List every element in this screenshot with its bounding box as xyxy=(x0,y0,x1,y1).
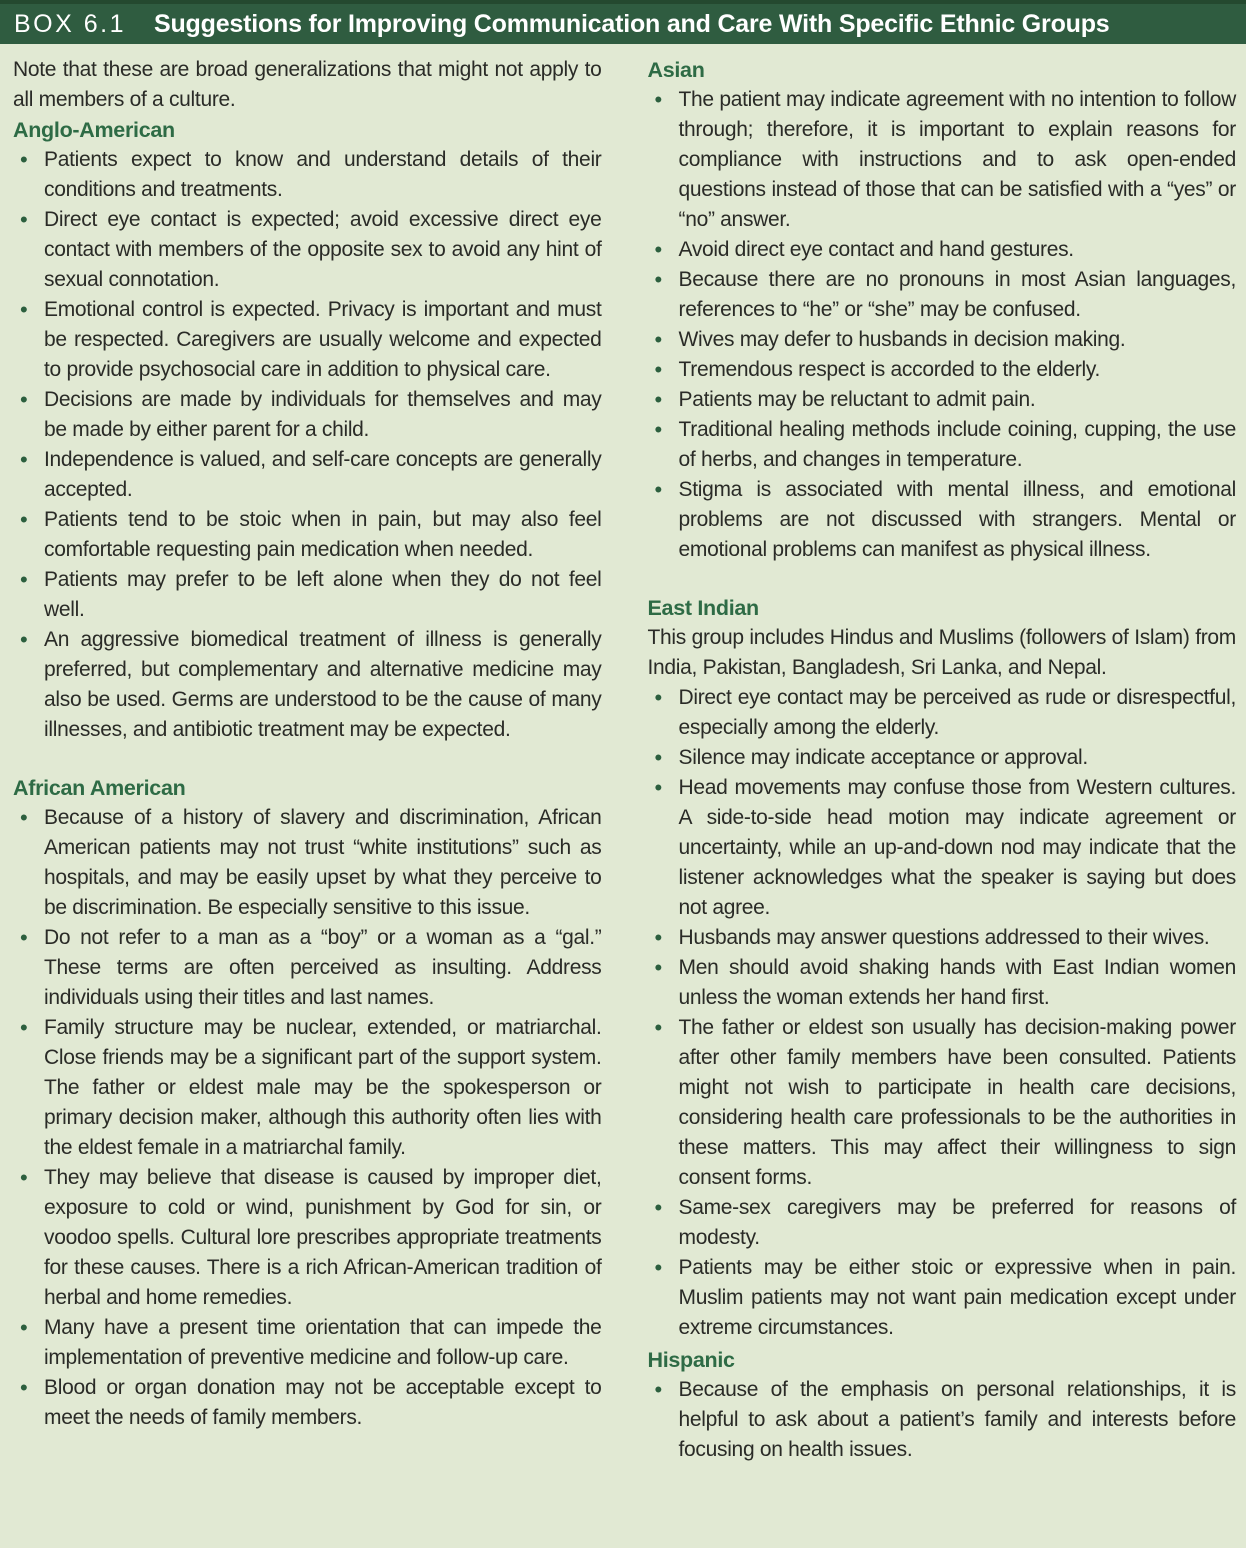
bullet-item: • Traditional healing methods include coining, cupping, the use of herbs, and changes in temperature. xyxy=(648,415,1237,475)
bullet-item: • Husbands may answer questions addressed to their wives. xyxy=(648,923,1237,953)
section-heading-asian: Asian xyxy=(647,58,705,82)
bullet-list-hispanic xyxy=(648,1375,1237,1465)
bullet-item: • Wives may defer to husbands in decision making. xyxy=(648,325,1237,355)
bullet-item: • Patients tend to be stoic when in pain, but may also feel comfortable requesting pain medication when needed. xyxy=(13,505,602,565)
bullet-item: • Direct eye contact is expected; avoid excessive direct eye contact with members of the opposite sex to avoid any hint of sexual connotation. xyxy=(13,205,602,295)
box-number-label: BOX 6.1 xyxy=(14,9,126,38)
bullet-item: • Tremendous respect is accorded to the elderly. xyxy=(648,355,1237,385)
section-asian xyxy=(648,55,1237,565)
section-lead-east-indian: This group includes Hindus and Muslims (followers of Islam) from India, Pakistan, Bangladesh, Sri Lanka, and Nepal. xyxy=(647,626,1236,679)
box-content xyxy=(0,44,1246,1465)
bullet-item: • Head movements may confuse those from Western cultures. A side-to-side head motion may indicate agreement or uncertainty, while an up-and-down nod may indicate that the listener acknowledges what the speaker is saying but does not agree. xyxy=(648,773,1237,923)
bullet-item: • Because of the emphasis on personal relationships, it is helpful to ask about a patient’s family and interests before focusing on health issues. xyxy=(648,1375,1237,1465)
section-anglo-american xyxy=(13,115,602,745)
bullet-list-asian xyxy=(648,85,1237,565)
bullet-item: • The father or eldest son usually has decision-making power after other family members have been consulted. Patients might not wish to participate in health care decisions, considering health care professionals to be the authorities in these matters. This may affect their willingness to sign consent forms. xyxy=(648,1013,1237,1193)
bullet-list-anglo-american xyxy=(13,145,602,745)
section-african-american xyxy=(13,773,602,1433)
bullet-item: • Blood or organ donation may not be acceptable except to meet the needs of family members. xyxy=(13,1373,602,1433)
bullet-item: • Decisions are made by individuals for themselves and may be made by either parent for a child. xyxy=(13,385,602,445)
bullet-item: • Avoid direct eye contact and hand gestures. xyxy=(648,235,1237,265)
bullet-item: • Patients may be reluctant to admit pain. xyxy=(648,385,1237,415)
bullet-item: • Men should avoid shaking hands with East Indian women unless the woman extends her hand first. xyxy=(648,953,1237,1013)
bullet-list-african-american xyxy=(13,803,602,1433)
bullet-item: • Direct eye contact may be perceived as rude or disrespectful, especially among the elderly. xyxy=(648,683,1237,743)
bullet-item: • Because of a history of slavery and discrimination, African American patients may not trust “white institutions” such as hospitals, and may be easily upset by what they perceive to be discrimination. Be especially sensitive to this issue. xyxy=(13,803,602,923)
section-heading-african-american: African American xyxy=(13,776,186,800)
right-column xyxy=(648,55,1237,1465)
section-heading-hispanic: Hispanic xyxy=(647,1348,735,1372)
bullet-item: • An aggressive biomedical treatment of illness is generally preferred, but complementary and alternative medicine may also be used. Germs are understood to be the cause of many illnesses, and antibiotic treatment may be expected. xyxy=(13,625,602,745)
bullet-item: • Do not refer to a man as a “boy” or a woman as a “gal.” These terms are often perceived as insulting. Address individuals using their titles and last names. xyxy=(13,923,602,1013)
bullet-item: • They may believe that disease is caused by improper diet, exposure to cold or wind, punishment by God for sin, or voodoo spells. Cultural lore prescribes appropriate treatments for these causes. There is a rich African-American tradition of herbal and home remedies. xyxy=(13,1163,602,1313)
bullet-item: • Silence may indicate acceptance or approval. xyxy=(648,743,1237,773)
section-heading-east-indian: East Indian xyxy=(647,596,759,620)
left-column xyxy=(13,55,602,1465)
bullet-item: • Emotional control is expected. Privacy is important and must be respected. Caregivers are usually welcome and expected to provide psychosocial care in addition to physical care. xyxy=(13,295,602,385)
bullet-item: • Independence is valued, and self-care concepts are generally accepted. xyxy=(13,445,602,505)
bullet-item: • Patients may prefer to be left alone when they do not feel well. xyxy=(13,565,602,625)
box-title: Suggestions for Improving Communication and Care With Specific Ethnic Groups xyxy=(154,9,1110,38)
bullet-item: • Patients expect to know and understand details of their conditions and treatments. xyxy=(13,145,602,205)
bullet-item: • The patient may indicate agreement with no intention to follow through; therefore, it is important to explain reasons for compliance with instructions and to ask open-ended questions instead of those that can be satisfied with a “yes” or “no” answer. xyxy=(648,85,1237,235)
bullet-item: • Because there are no pronouns in most Asian languages, references to “he” or “she” may be confused. xyxy=(648,265,1237,325)
bullet-item: • Many have a present time orientation that can impede the implementation of preventive medicine and follow-up care. xyxy=(13,1313,602,1373)
section-east-indian xyxy=(648,593,1237,1343)
bullet-item: • Family structure may be nuclear, extended, or matriarchal. Close friends may be a significant part of the support system. The father or eldest male may be the spokesperson or primary decision maker, although this authority often lies with the eldest female in a matriarchal family. xyxy=(13,1013,602,1163)
bullet-list-east-indian xyxy=(648,683,1237,1343)
bullet-item: • Stigma is associated with mental illness, and emotional problems are not discussed with strangers. Mental or emotional problems can manifest as physical illness. xyxy=(648,475,1237,565)
box-header xyxy=(0,0,1246,44)
section-heading-anglo-american: Anglo-American xyxy=(13,118,175,142)
bullet-item: • Same-sex caregivers may be preferred for reasons of modesty. xyxy=(648,1193,1237,1253)
bullet-item: • Patients may be either stoic or expressive when in pain. Muslim patients may not want pain medication except under extreme circumstances. xyxy=(648,1253,1237,1343)
section-hispanic xyxy=(648,1345,1237,1465)
intro-note: Note that these are broad generalizations that might not apply to all members of a culture. xyxy=(13,58,602,111)
